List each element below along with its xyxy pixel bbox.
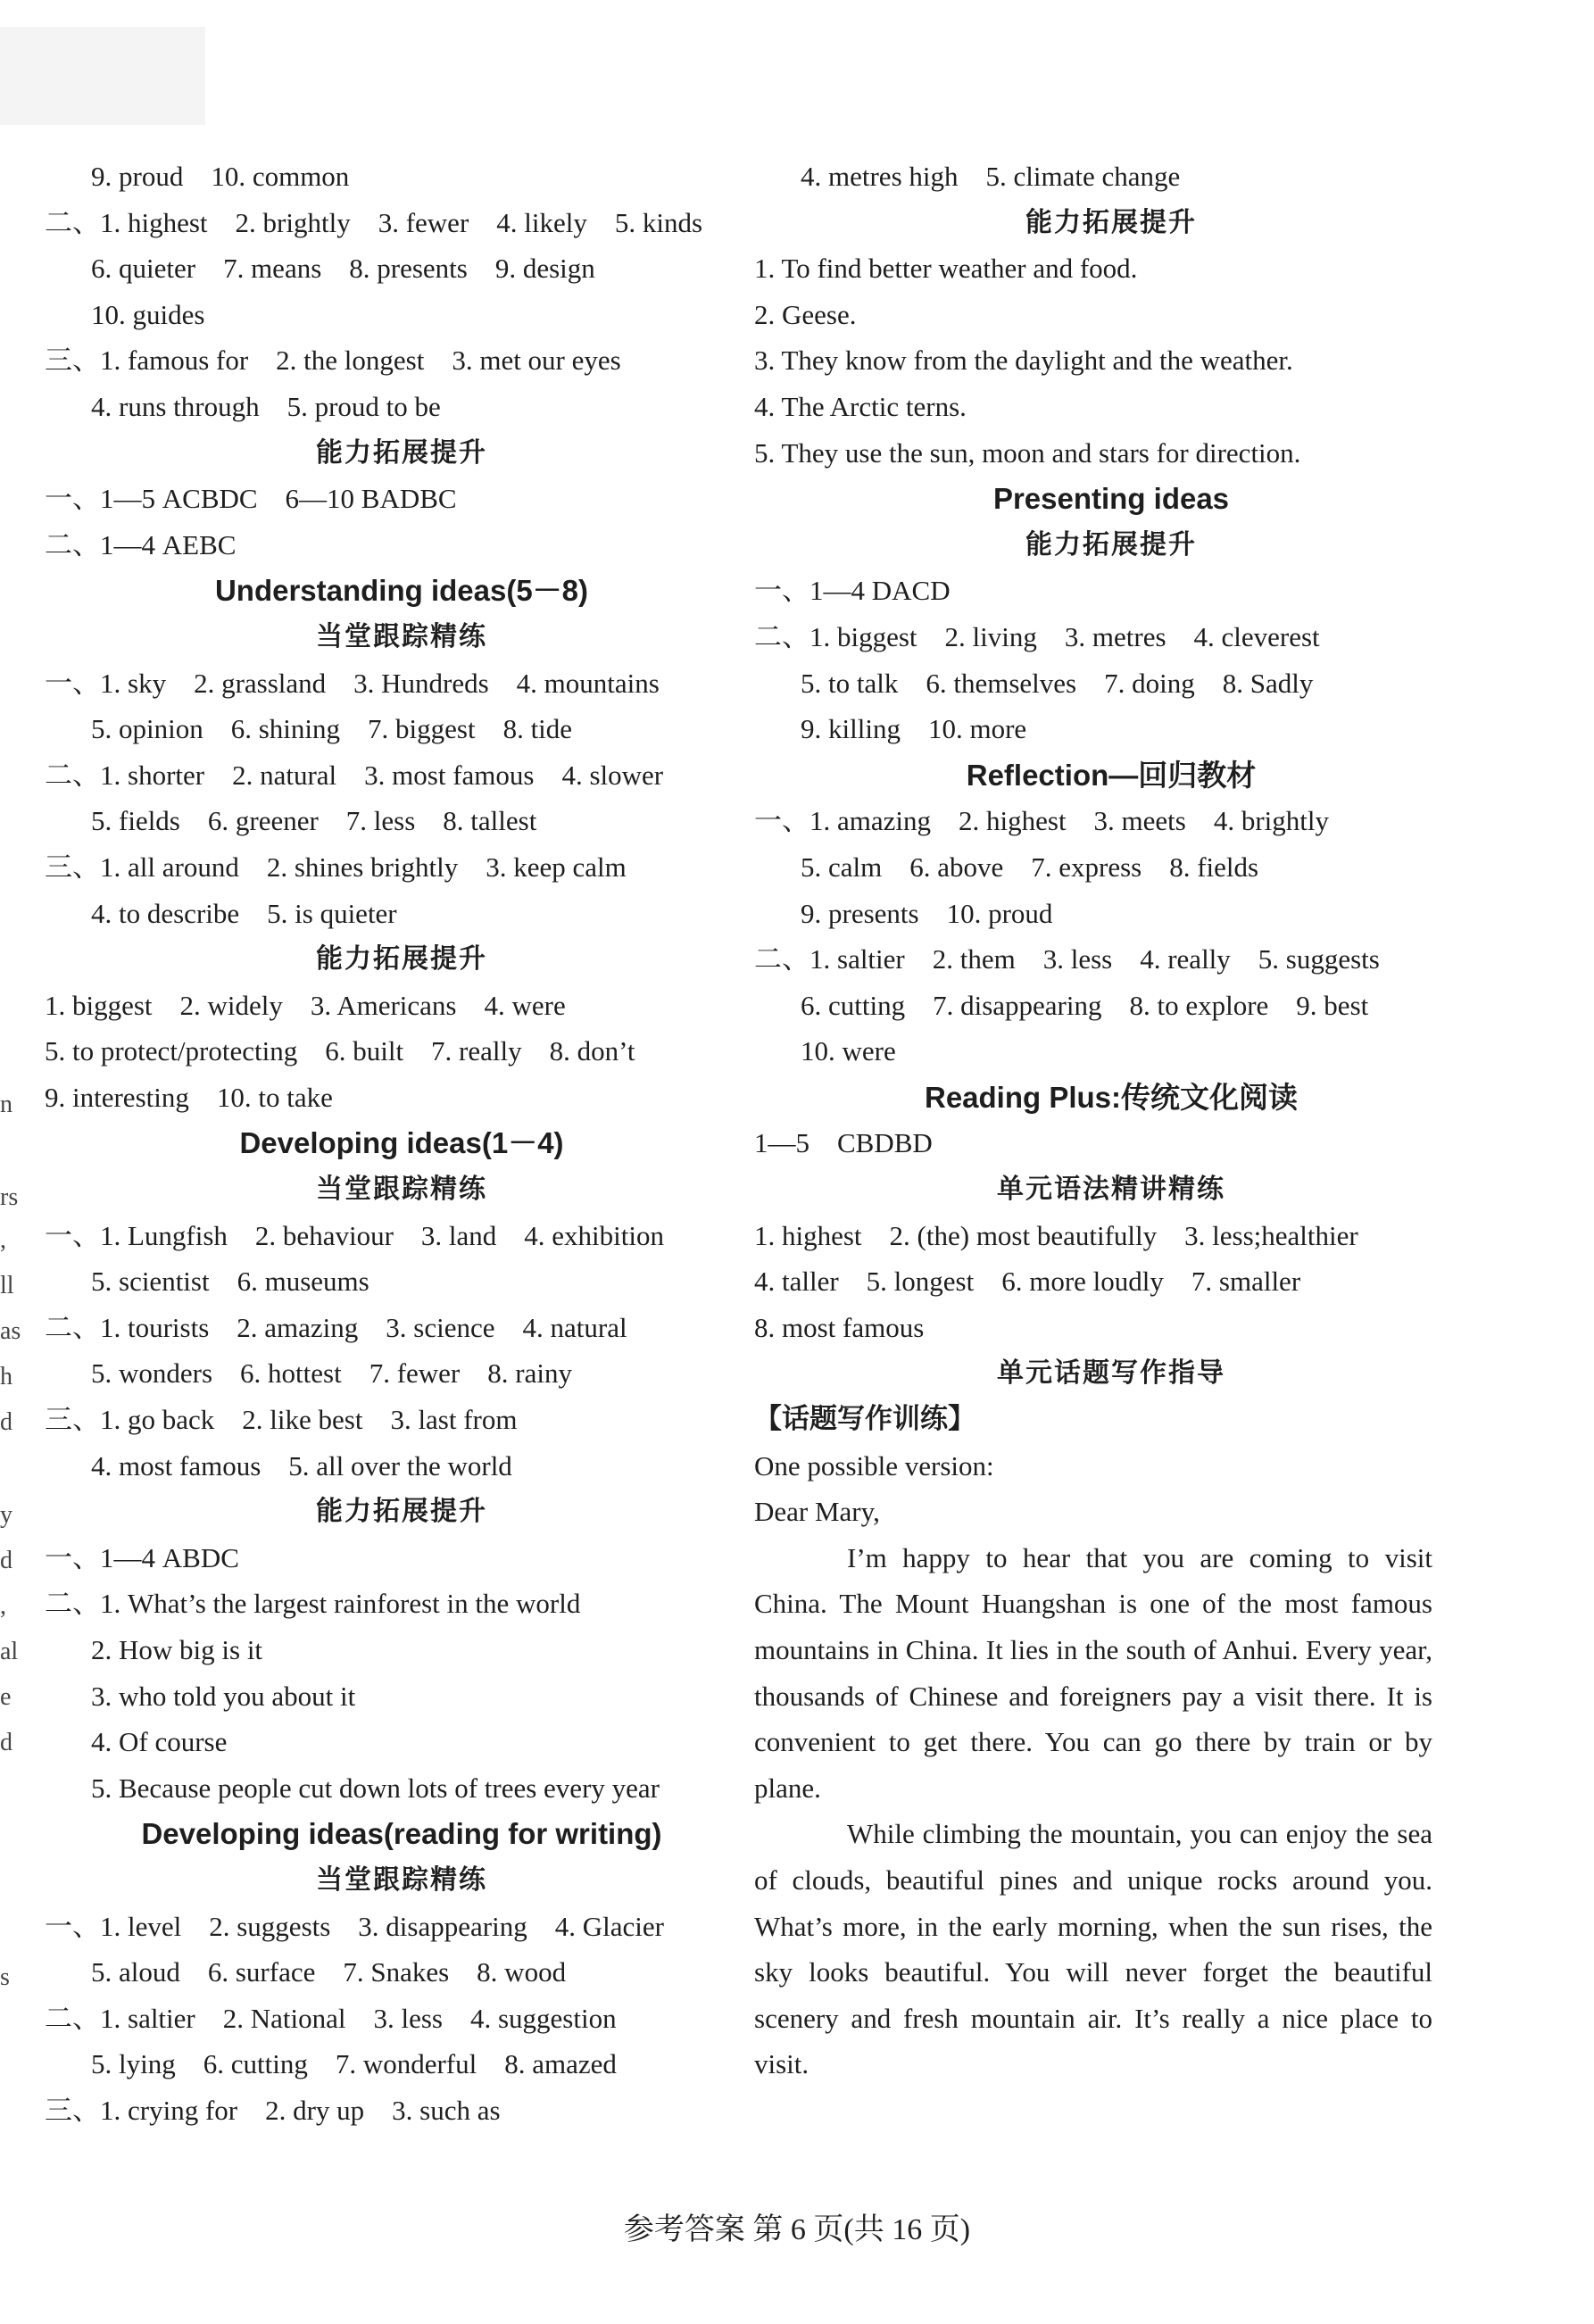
sample-essay xyxy=(754,1535,1468,2087)
right-answer-line: 4. taller 5. longest 6. more loudly 7. smaller xyxy=(754,1266,1301,1298)
right-answer-line: 3. They know from the daylight and the weather. xyxy=(754,344,1293,377)
right-answer-line: Dear Mary, xyxy=(754,1496,880,1528)
right-unit-heading: Reflection—回归教材 xyxy=(966,758,1257,792)
left-answer-line: 二、1. What’s the largest rainforest in the world xyxy=(45,1588,581,1620)
left-answer-line: 一、1—4 ABDC xyxy=(45,1541,239,1573)
right-answer-line: 8. most famous xyxy=(754,1311,925,1343)
left-column xyxy=(45,154,759,2134)
left-unit-heading: Understanding ideas(5－8) xyxy=(214,574,589,608)
left-answer-line: 三、1. famous for 2. the longest 3. met our eyes xyxy=(45,344,621,377)
right-answer-line: 1. highest 2. (the) most beautifully 3. less;healthier xyxy=(754,1219,1358,1251)
left-answer-line: 一、1. level 2. suggests 3. disappearing 4. Glacier xyxy=(45,1910,664,1942)
left-answer-line: 4. runs through 5. proud to be xyxy=(91,390,441,422)
left-answer-line: 5. wonders 6. hottest 7. fewer 8. rainy xyxy=(91,1357,572,1390)
left-unit-heading: Developing ideas(1－4) xyxy=(239,1126,564,1160)
left-unit-heading: Developing ideas(reading for writing) xyxy=(141,1817,662,1851)
left-section-heading: 能力拓展提升 xyxy=(316,943,487,975)
edge-fragment: ll xyxy=(0,1272,14,1299)
edge-fragment: d xyxy=(0,1408,12,1436)
left-answer-line: 3. who told you about it xyxy=(91,1680,356,1712)
left-section-heading: 当堂跟踪精练 xyxy=(316,1863,487,1896)
left-answer-line: 一、1. Lungfish 2. behaviour 3. land 4. exhibition xyxy=(45,1219,664,1251)
edge-fragment: s xyxy=(0,1963,10,1991)
edge-fragment: as xyxy=(0,1317,21,1345)
left-answer-line: 5. lying 6. cutting 7. wonderful 8. amazed xyxy=(91,2048,617,2080)
essay-paragraph: While climbing the mountain, you can enjoy the sea of clouds, beautiful pines and unique rocks around you. What’s more, in the early morning, when the sun rises, the sky looks beautiful. You will never forget the beautiful scenery and fresh mountain air. It’s really a nice place to visit. xyxy=(754,1818,1432,2080)
left-answer-line: 1. biggest 2. widely 3. Americans 4. were xyxy=(45,989,566,1021)
right-answer-line: 5. to talk 6. themselves 7. doing 8. Sadly xyxy=(801,667,1314,699)
left-answer-line: 5. to protect/protecting 6. built 7. really 8. don’t xyxy=(45,1035,635,1067)
edge-fragment: n xyxy=(0,1091,12,1118)
right-answer-line: 二、1. saltier 2. them 3. less 4. really 5. suggests xyxy=(754,943,1380,975)
edge-fragment: d xyxy=(0,1729,12,1756)
left-answer-line: 9. proud 10. common xyxy=(91,161,350,192)
right-answer-line: One possible version: xyxy=(754,1449,994,1482)
left-answer-line: 三、1. crying for 2. dry up 3. such as xyxy=(45,2094,501,2126)
right-unit-heading: Presenting ideas xyxy=(992,482,1230,516)
right-answer-line: 二、1. biggest 2. living 3. metres 4. cleverest xyxy=(754,620,1320,652)
right-answer-line: 1—5 CBDBD xyxy=(754,1127,933,1159)
left-section-heading: 能力拓展提升 xyxy=(316,1496,487,1528)
edge-fragment: , xyxy=(0,1226,6,1254)
left-section-heading: 能力拓展提升 xyxy=(316,436,487,469)
left-section-heading: 当堂跟踪精练 xyxy=(316,620,487,652)
left-answer-line: 4. Of course xyxy=(91,1726,228,1758)
left-answer-line: 9. interesting 10. to take xyxy=(45,1081,333,1113)
right-answer-line: 一、1. amazing 2. highest 3. meets 4. brightly xyxy=(754,805,1330,837)
right-answer-line: 5. calm 6. above 7. express 8. fields xyxy=(801,851,1259,883)
right-answer-line: 5. They use the sun, moon and stars for direction. xyxy=(754,436,1301,469)
edge-fragment: rs xyxy=(0,1183,19,1211)
left-answer-line: 4. to describe 5. is quieter xyxy=(91,897,397,929)
left-answer-line: 2. How big is it xyxy=(91,1634,263,1665)
left-answer-line: 6. quieter 7. means 8. presents 9. design xyxy=(91,253,595,285)
faded-corner-watermark xyxy=(0,27,205,125)
edge-fragment: y xyxy=(0,1501,12,1529)
left-answer-line: 二、1. saltier 2. National 3. less 4. suggestion xyxy=(45,2002,617,2034)
left-answer-line: 一、1. sky 2. grassland 3. Hundreds 4. mountains xyxy=(45,667,660,699)
left-answer-line: 二、1. shorter 2. natural 3. most famous 4. slower xyxy=(45,759,664,791)
right-column-lines xyxy=(754,154,1468,1535)
left-answer-line: 5. aloud 6. surface 7. Snakes 8. wood xyxy=(91,1956,567,1988)
right-unit-heading: Reading Plus:传统文化阅读 xyxy=(924,1080,1299,1114)
left-answer-line: 5. opinion 6. shining 7. biggest 8. tide xyxy=(91,713,573,745)
edge-fragment: , xyxy=(0,1592,6,1620)
left-answer-line: 5. fields 6. greener 7. less 8. tallest xyxy=(91,805,537,837)
right-answer-line: 2. Geese. xyxy=(754,298,857,330)
edge-fragment: e xyxy=(0,1683,12,1711)
edge-fragment: h xyxy=(0,1363,12,1390)
left-answer-line: 二、1—4 AEBC xyxy=(45,528,237,560)
right-section-heading: 能力拓展提升 xyxy=(1025,528,1197,560)
right-answer-line: 10. were xyxy=(801,1035,896,1067)
right-answer-line: 一、1—4 DACD xyxy=(754,575,951,607)
right-bracket-heading: 【话题写作训练】 xyxy=(754,1403,975,1436)
left-answer-line: 二、1. tourists 2. amazing 3. science 4. natural xyxy=(45,1311,627,1343)
right-column xyxy=(754,154,1468,2087)
essay-paragraph: I’m happy to hear that you are coming to visit China. The Mount Huangshan is one of the most famous mountains in China. It lies in the south of Anhui. Every year, thousands of Chinese and foreigners pay a visit there. It is convenient to get there. You can go there by train or by plane. xyxy=(754,1541,1432,1804)
left-answer-line: 10. guides xyxy=(91,298,205,330)
right-section-heading: 能力拓展提升 xyxy=(1025,206,1197,238)
edge-fragment: d xyxy=(0,1547,12,1574)
left-answer-line: 5. Because people cut down lots of trees every year xyxy=(91,1772,660,1804)
right-answer-line: 1. To find better weather and food. xyxy=(754,253,1138,285)
right-answer-line: 9. presents 10. proud xyxy=(801,897,1053,929)
right-section-heading: 单元话题写作指导 xyxy=(997,1357,1225,1390)
left-answer-line: 二、1. highest 2. brightly 3. fewer 4. likely 5. kinds xyxy=(45,206,703,238)
left-answer-line: 三、1. all around 2. shines brightly 3. keep calm xyxy=(45,851,627,883)
right-section-heading: 单元语法精讲精练 xyxy=(997,1174,1225,1206)
right-answer-line: 4. metres high 5. climate change xyxy=(801,161,1181,192)
right-answer-line: 4. The Arctic terns. xyxy=(754,390,967,422)
left-answer-line: 三、1. go back 2. like best 3. last from xyxy=(45,1404,518,1436)
page-footer: 参考答案 第 6 页(共 16 页) xyxy=(623,2213,971,2246)
left-answer-line: 5. scientist 6. museums xyxy=(91,1266,369,1298)
left-answer-line: 4. most famous 5. all over the world xyxy=(91,1449,512,1482)
right-answer-line: 9. killing 10. more xyxy=(801,713,1027,745)
right-answer-line: 6. cutting 7. disappearing 8. to explore 9. best xyxy=(801,989,1369,1021)
left-section-heading: 当堂跟踪精练 xyxy=(316,1174,487,1206)
left-answer-line: 一、1—5 ACBDC 6—10 BADBC xyxy=(45,483,457,515)
edge-fragment: al xyxy=(0,1638,19,1665)
